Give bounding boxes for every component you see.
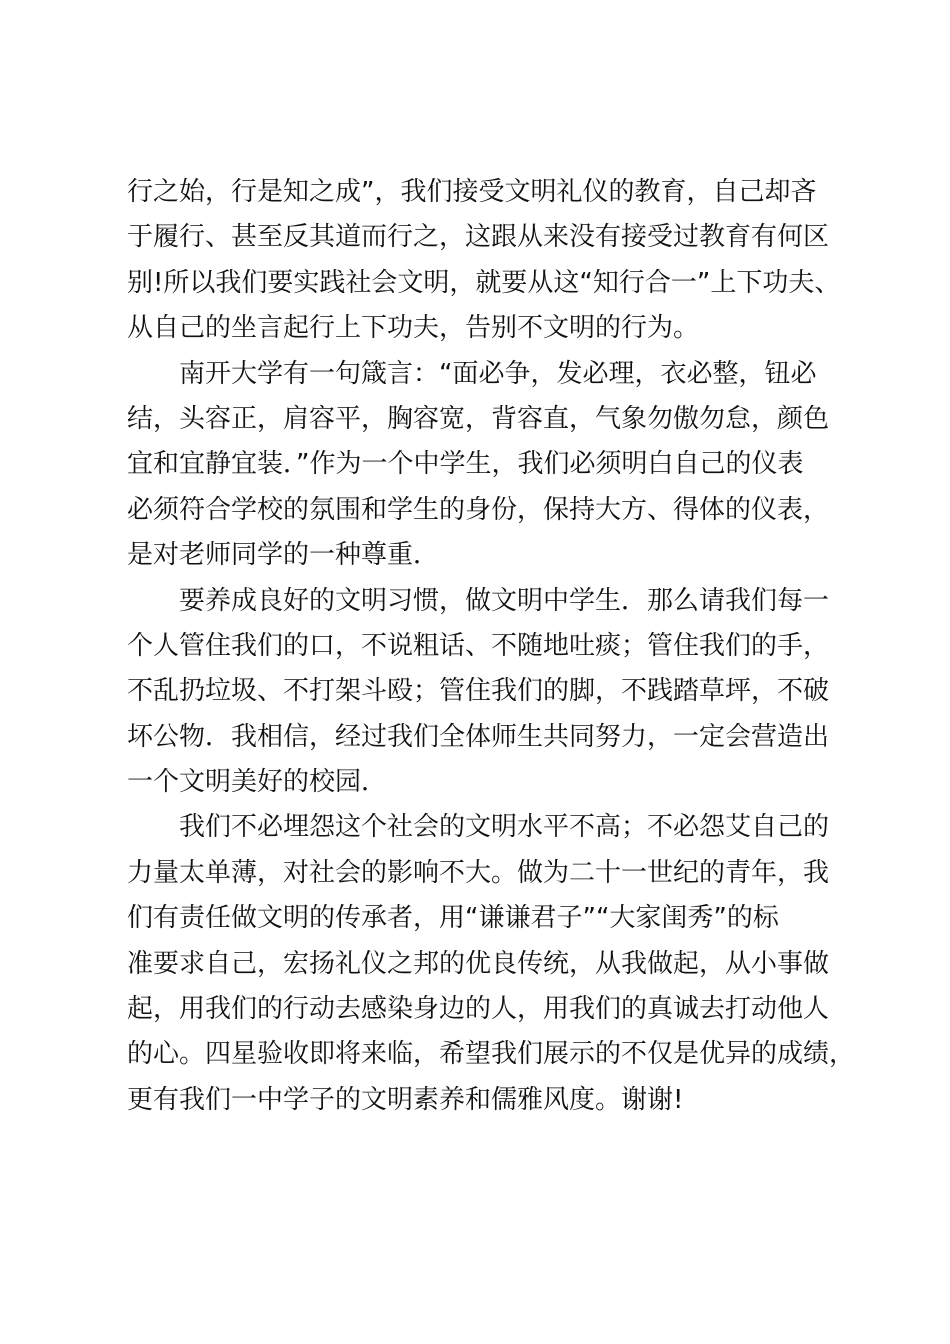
paragraph: [127, 170, 847, 352]
paragraph: [127, 579, 847, 806]
text-line: 不乱扔垃圾、不打架斗殴；管住我们的脚，不践踏草坪，不破: [127, 676, 830, 707]
text-line: 要养成良好的文明习惯，做文明中学生．那么请我们每一: [179, 585, 830, 616]
text-line: 更有我们一中学子的文明素养和儒雅风度。谢谢!: [127, 1084, 684, 1115]
text-line: 南开大学有一句箴言：“面必争，发必理，衣必整，钮必: [179, 358, 817, 389]
text-line: 从自己的坐言起行上下功夫，告别不文明的行为。: [127, 313, 700, 344]
text-line: 是对老师同学的一种尊重．: [127, 540, 440, 571]
paragraph: [127, 805, 856, 1123]
body-text: [127, 170, 856, 1123]
text-line: 宜和宜静宜装．”作为一个中学生，我们必须明白自己的仪表: [127, 449, 804, 480]
text-line: 们有责任做文明的传承者，用“谦谦君子”“大家闺秀”的标: [127, 903, 779, 934]
text-line: 一个文明美好的校园．: [127, 767, 388, 798]
paragraph: [127, 352, 847, 579]
text-line: 别!所以我们要实践社会文明，就要从这“知行合一”上下功夫、: [127, 267, 841, 298]
text-line: 结，头容正，肩容平，胸容宽，背容直，气象勿傲勿怠，颜色: [127, 403, 830, 434]
text-line: 起，用我们的行动去感染身边的人，用我们的真诚去打动他人: [127, 994, 830, 1025]
text-line: 必须符合学校的氛围和学生的身份，保持大方、得体的仪表，: [127, 494, 830, 525]
text-line: 准要求自己，宏扬礼仪之邦的优良传统，从我做起，从小事做: [127, 948, 830, 979]
text-line: 行之始，行是知之成”，我们接受文明礼仪的教育，自己却吝: [127, 177, 817, 207]
text-line: 力量太单薄，对社会的影响不大。做为二十一世纪的青年，我: [127, 857, 830, 888]
text-line: 我们不必埋怨这个社会的文明水平不高；不必怨艾自己的: [179, 812, 830, 843]
text-line: 于履行、甚至反其道而行之，这跟从来没有接受过教育有何区: [127, 222, 830, 253]
text-line: 的心。四星验收即将来临，希望我们展示的不仅是优异的成绩，: [127, 1039, 856, 1070]
text-line: 个人管住我们的口，不说粗话、不随地吐痰；管住我们的手，: [127, 630, 830, 661]
text-line: 坏公物．我相信，经过我们全体师生共同努力，一定会营造出: [127, 721, 830, 752]
